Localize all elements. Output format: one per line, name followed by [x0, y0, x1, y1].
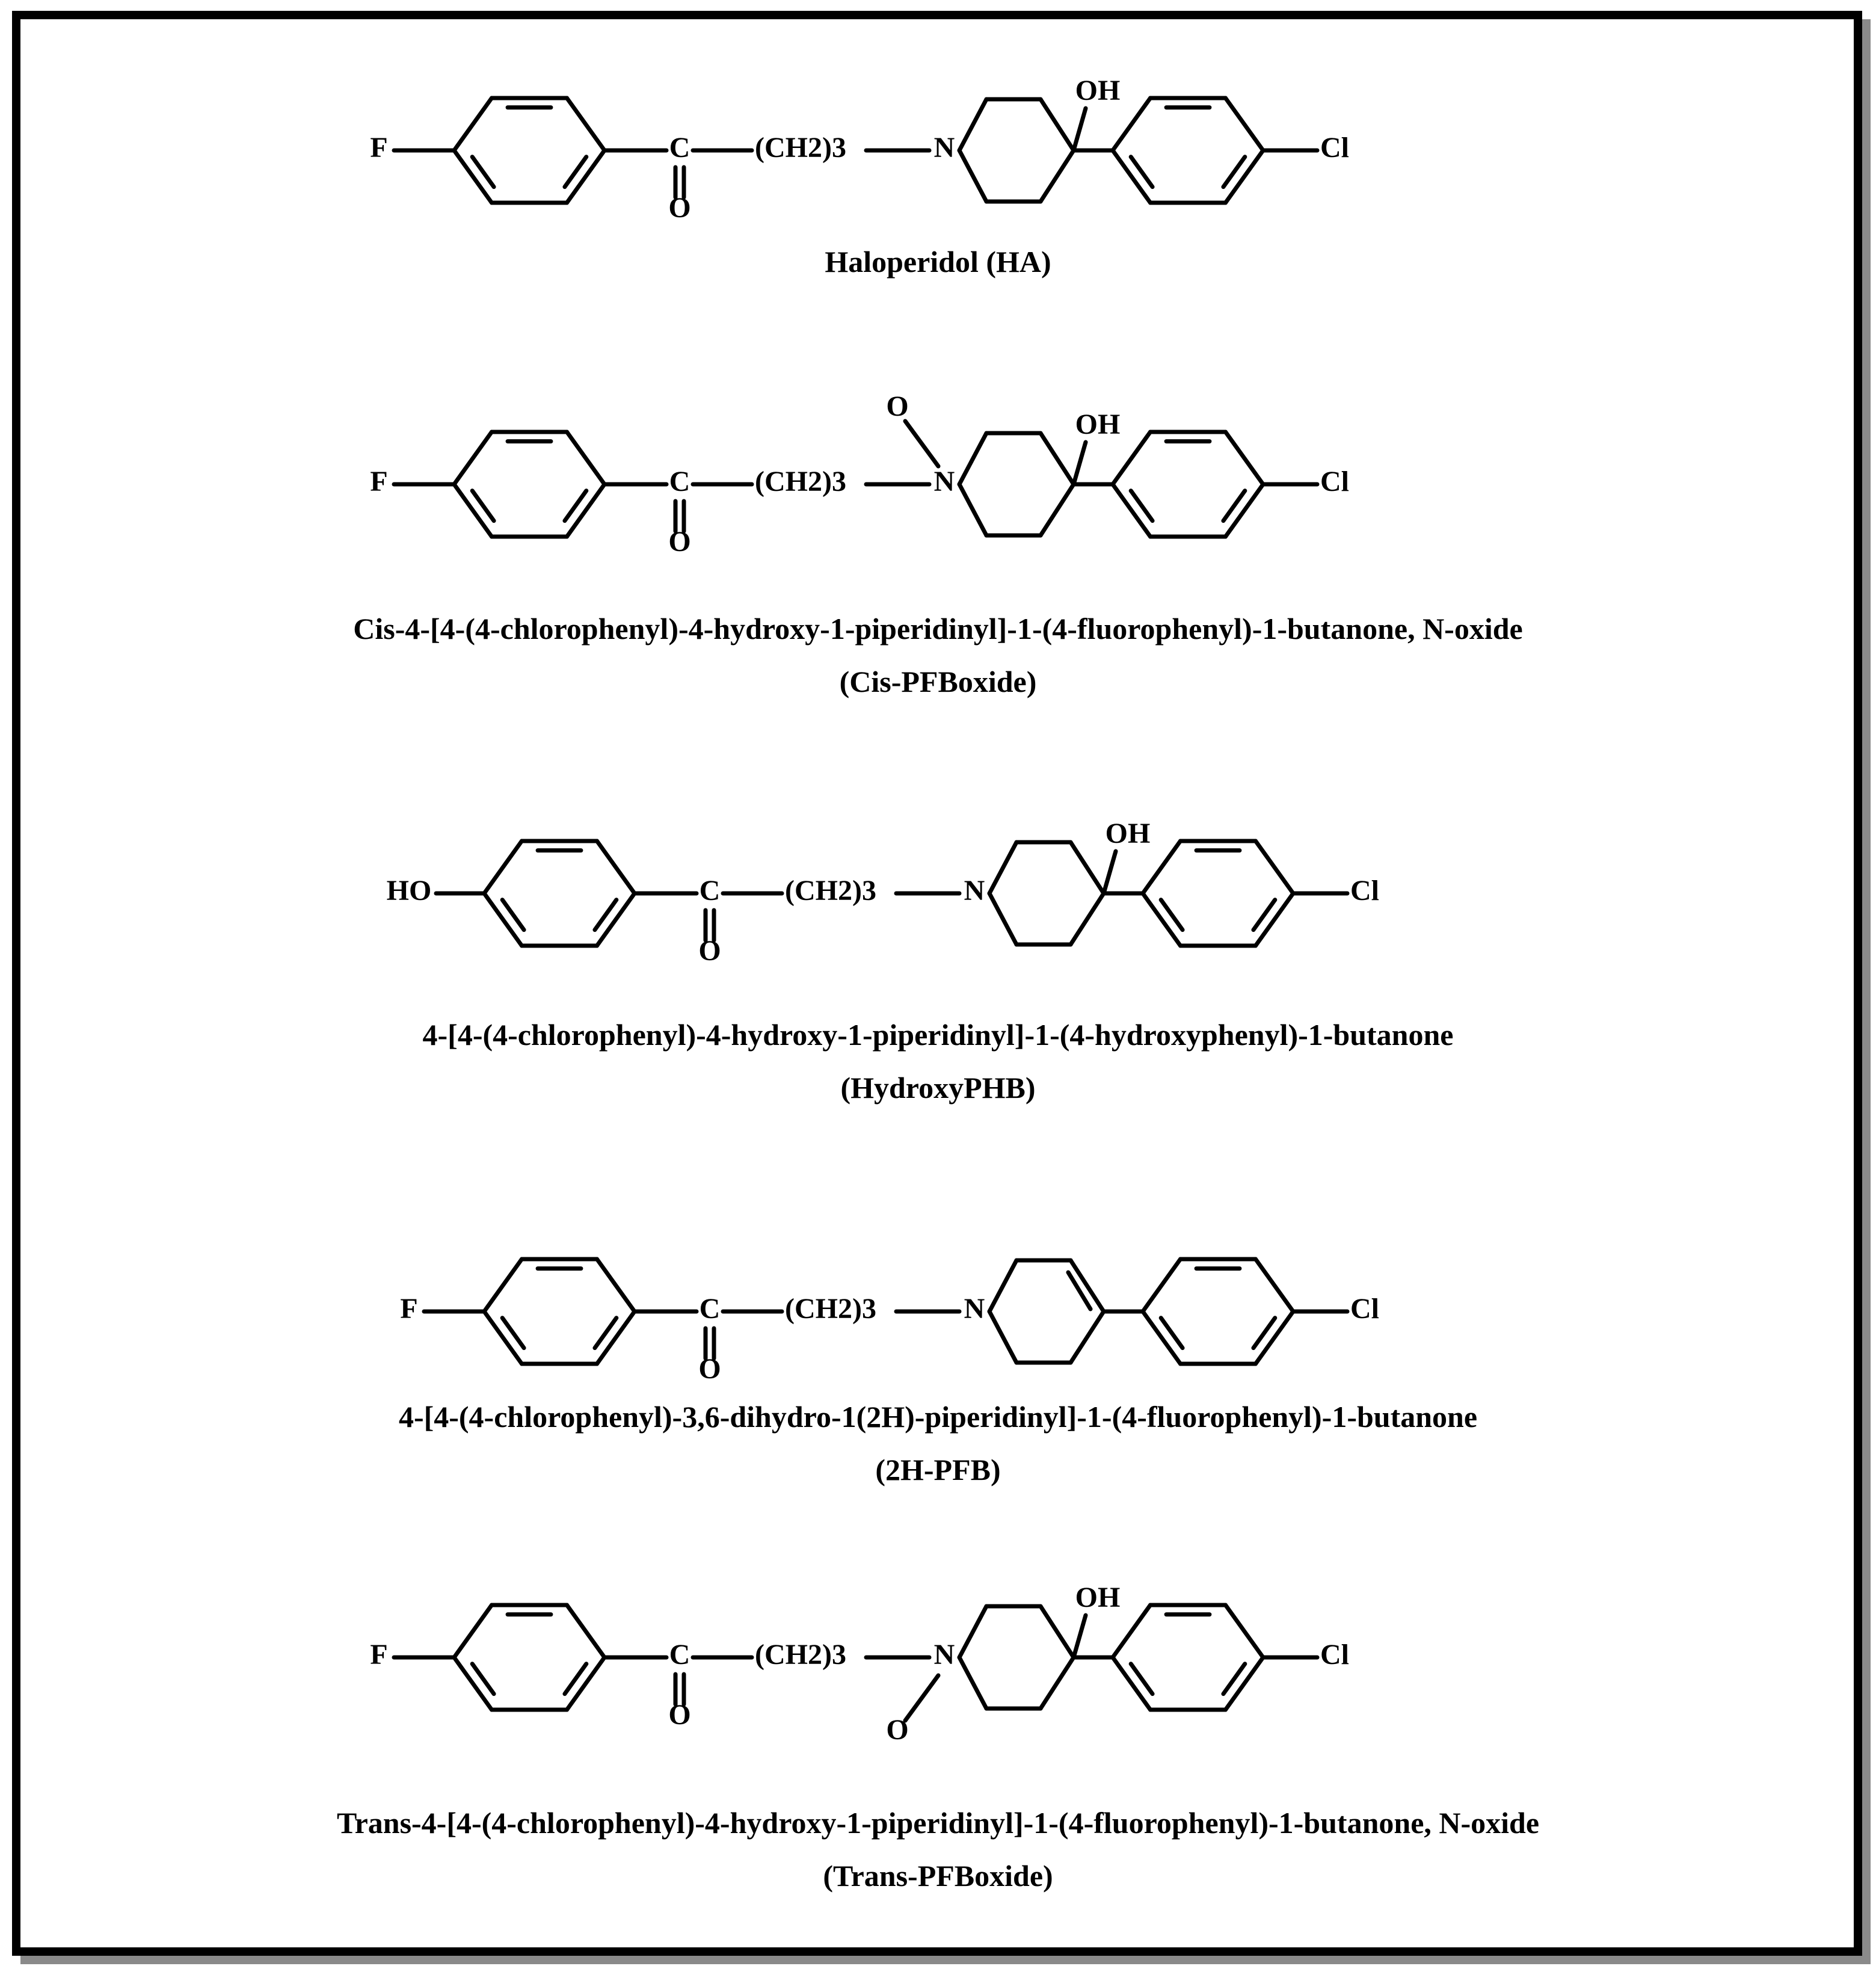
- ring-bond: [1041, 1606, 1074, 1657]
- right-benzene-ring: [1143, 1259, 1293, 1364]
- bond: [1074, 1615, 1086, 1657]
- ring-bond: [1041, 99, 1074, 150]
- compound-abbreviation: (Trans-PFBoxide): [823, 1859, 1053, 1893]
- hydroxyl-label: OH: [1075, 1582, 1121, 1614]
- caption-hydroxyphb: [0, 1017, 1876, 1106]
- carbonyl-oxygen-label: O: [668, 192, 691, 224]
- caption-ha: [0, 244, 1876, 280]
- right-substituent-label: Cl: [1320, 1639, 1349, 1671]
- right-substituent-label: Cl: [1320, 466, 1349, 498]
- structure-HA: [370, 75, 1349, 224]
- n-oxide-oxygen-label: O: [886, 1714, 909, 1746]
- compound-name: 4-[4-(4-chlorophenyl)-3,6-dihydro-1(2H)-piperidinyl]-1-(4-fluorophenyl)-1-butanone: [398, 1400, 1478, 1434]
- ring-bond: [1041, 484, 1074, 535]
- ring-double-bond: [1068, 1272, 1090, 1309]
- ring-bond: [1256, 1259, 1294, 1311]
- ring-bond: [1226, 1605, 1264, 1657]
- carbonyl-oxygen-label: O: [668, 526, 691, 558]
- compound-abbreviation: (Cis-PFBoxide): [839, 665, 1037, 698]
- piperidine-ring: [959, 1606, 1074, 1709]
- structure-cis-pfboxide: [370, 390, 1349, 558]
- structure-2h-pfb: [400, 1259, 1379, 1385]
- left-substituent-label: F: [370, 466, 388, 498]
- compound-name: Haloperidol (HA): [825, 245, 1051, 279]
- n-oxide-oxygen-label: O: [886, 390, 909, 423]
- carbonyl-carbon-label: C: [669, 466, 690, 498]
- ring-bond: [454, 1605, 492, 1657]
- chain-label: (CH2)3: [785, 1293, 876, 1325]
- compound-abbreviation: (HydroxyPHB): [840, 1071, 1036, 1105]
- left-benzene-ring: [454, 432, 604, 537]
- ring-bond: [567, 432, 605, 484]
- n-oxide-bond: [905, 421, 938, 466]
- piperidine-ring: [959, 99, 1074, 202]
- hydroxyl-label: OH: [1075, 75, 1121, 107]
- ring-bond: [989, 842, 1016, 893]
- structure-trans-pfboxide: [370, 1582, 1349, 1746]
- ring-bond: [1071, 1311, 1104, 1363]
- left-benzene-ring: [484, 841, 635, 946]
- ring-bond: [484, 1259, 522, 1311]
- carbonyl-oxygen-label: O: [698, 1353, 721, 1385]
- hydroxyl-label: OH: [1105, 818, 1151, 850]
- carbonyl-carbon-label: C: [669, 132, 690, 164]
- ring-bond: [1041, 1657, 1074, 1709]
- carbonyl-carbon-label: C: [699, 875, 721, 907]
- compound-name: 4-[4-(4-chlorophenyl)-4-hydroxy-1-piperidinyl]-1-(4-hydroxyphenyl)-1-butanone: [422, 1018, 1454, 1052]
- chain-label: (CH2)3: [785, 875, 876, 907]
- ring-bond: [597, 1259, 635, 1311]
- chain-label: (CH2)3: [755, 132, 846, 164]
- ring-bond: [454, 432, 492, 484]
- chain-label: (CH2)3: [755, 466, 846, 498]
- left-substituent-label: F: [370, 1639, 388, 1671]
- ring-bond: [959, 99, 986, 150]
- chain-label: (CH2)3: [755, 1639, 846, 1671]
- right-benzene-ring: [1113, 1605, 1263, 1710]
- caption-cis-pfboxide: [0, 611, 1876, 700]
- piperidine-ring: [989, 842, 1104, 944]
- ring-bond: [959, 1606, 986, 1657]
- ring-bond: [959, 484, 986, 535]
- ring-bond: [1143, 1259, 1181, 1311]
- bond: [1104, 851, 1116, 893]
- ring-bond: [959, 433, 986, 484]
- carbonyl-oxygen-label: O: [668, 1699, 691, 1731]
- right-benzene-ring: [1113, 432, 1263, 537]
- ring-bond: [1041, 433, 1074, 484]
- piperidine-ring: [989, 1260, 1104, 1363]
- piperidine-nitrogen-label: N: [933, 466, 955, 498]
- ring-bond: [454, 98, 492, 150]
- ring-bond: [1256, 841, 1294, 893]
- left-benzene-ring: [454, 98, 604, 203]
- ring-bond: [1226, 432, 1264, 484]
- ring-bond: [989, 893, 1016, 944]
- ring-bond: [1041, 150, 1074, 202]
- right-substituent-label: Cl: [1350, 875, 1379, 907]
- ring-bond: [1071, 842, 1104, 893]
- piperidine-ring: [959, 433, 1074, 535]
- compound-name: Trans-4-[4-(4-chlorophenyl)-4-hydroxy-1-piperidinyl]-1-(4-fluorophenyl)-1-butanone, N-oxide: [336, 1806, 1540, 1840]
- left-substituent-label: F: [370, 132, 388, 164]
- n-oxide-bond: [905, 1675, 938, 1721]
- structure-hydroxyphb: [387, 818, 1379, 967]
- carbonyl-oxygen-label: O: [698, 935, 721, 967]
- carbonyl-carbon-label: C: [669, 1639, 690, 1671]
- bond: [1074, 108, 1086, 150]
- ring-bond: [959, 150, 986, 202]
- ring-bond: [989, 1260, 1016, 1311]
- ring-bond: [567, 98, 605, 150]
- right-benzene-ring: [1113, 98, 1263, 203]
- ring-bond: [484, 841, 522, 893]
- left-substituent-label: HO: [386, 875, 432, 907]
- piperidine-nitrogen-label: N: [964, 875, 985, 907]
- ring-bond: [959, 1657, 986, 1709]
- caption-trans-pfboxide: [0, 1805, 1876, 1894]
- caption-2h-pfb: [0, 1399, 1876, 1488]
- piperidine-nitrogen-label: N: [964, 1293, 985, 1325]
- ring-bond: [1226, 98, 1264, 150]
- left-benzene-ring: [454, 1605, 604, 1710]
- carbonyl-carbon-label: C: [699, 1293, 721, 1325]
- ring-bond: [567, 1605, 605, 1657]
- hydroxyl-label: OH: [1075, 408, 1121, 441]
- left-benzene-ring: [484, 1259, 635, 1364]
- ring-bond: [1071, 893, 1104, 944]
- compound-name: Cis-4-[4-(4-chlorophenyl)-4-hydroxy-1-piperidinyl]-1-(4-fluorophenyl)-1-butanone, N-oxide: [353, 612, 1523, 646]
- right-substituent-label: Cl: [1350, 1293, 1379, 1325]
- ring-bond: [597, 841, 635, 893]
- ring-bond: [989, 1311, 1016, 1363]
- compound-abbreviation: (2H-PFB): [875, 1453, 1001, 1487]
- right-benzene-ring: [1143, 841, 1293, 946]
- bond: [1074, 442, 1086, 484]
- right-substituent-label: Cl: [1320, 132, 1349, 164]
- piperidine-nitrogen-label: N: [933, 1639, 955, 1671]
- left-substituent-label: F: [400, 1293, 418, 1325]
- piperidine-nitrogen-label: N: [933, 132, 955, 164]
